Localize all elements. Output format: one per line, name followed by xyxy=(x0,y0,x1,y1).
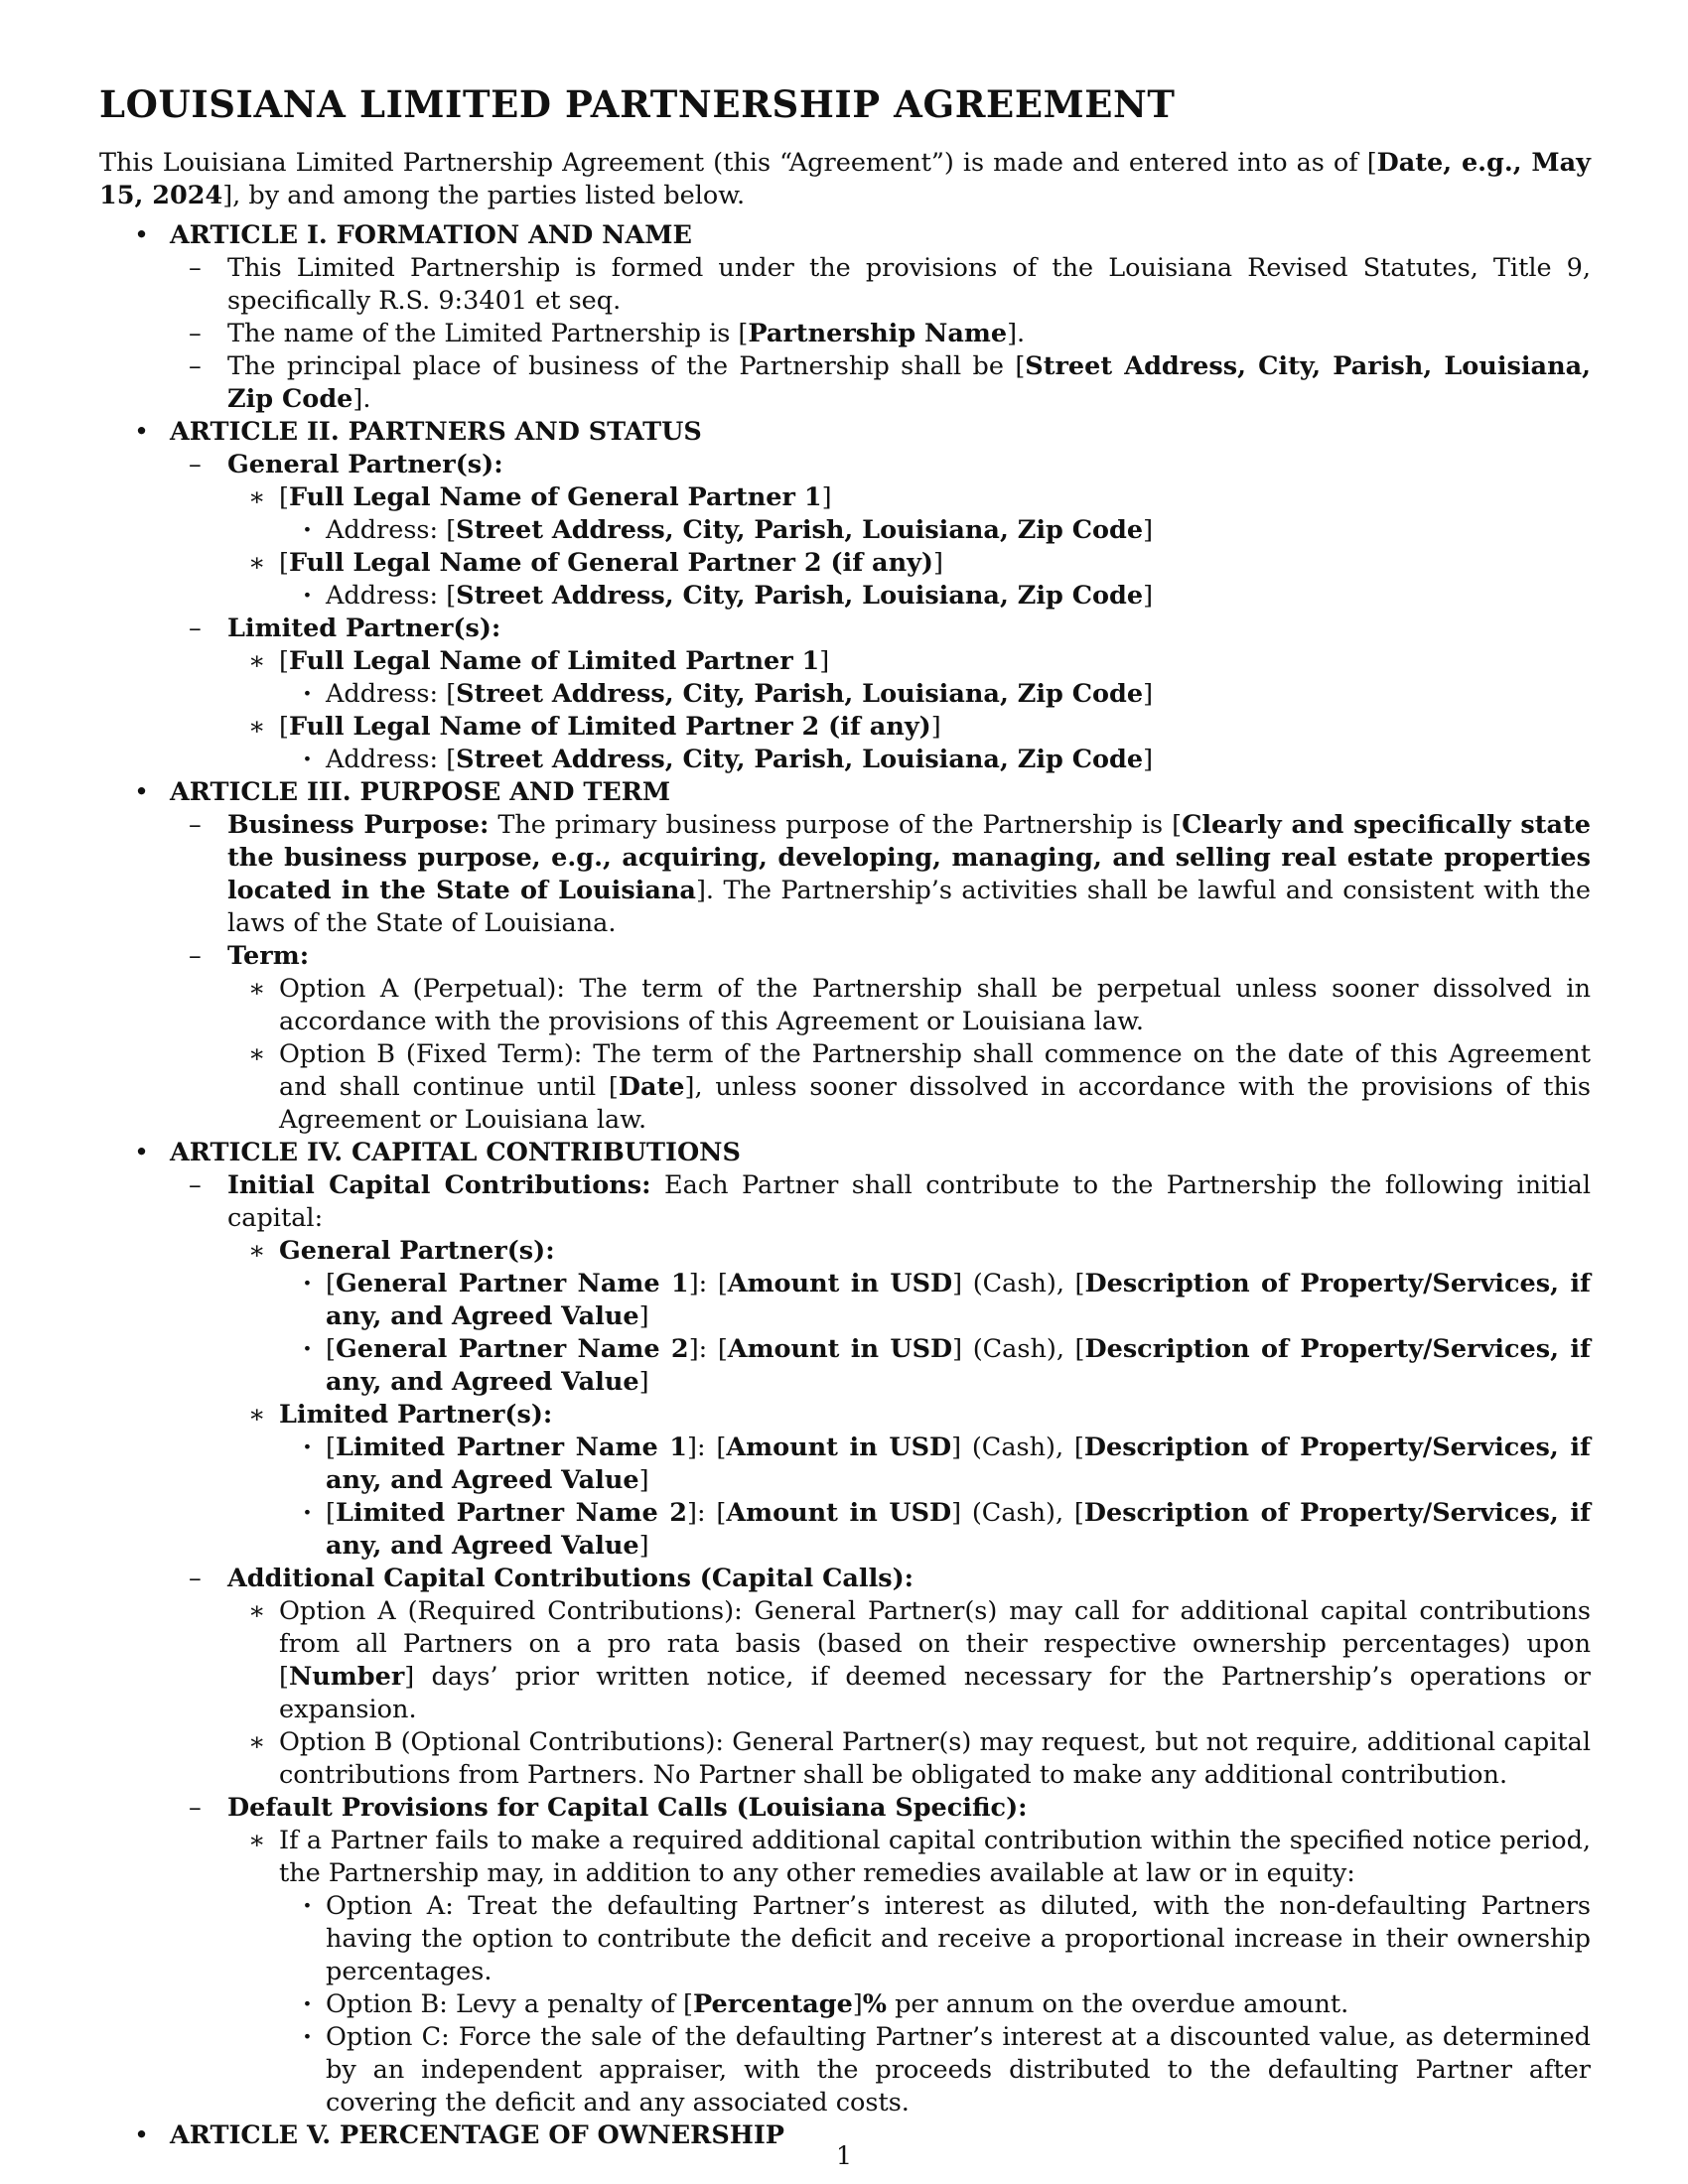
article-4-heading: ARTICLE IV. CAPITAL CONTRIBUTIONS xyxy=(170,1138,741,1167)
partner-address: · Address: [Street Address, City, Parish, Louisiana, Zip Code] xyxy=(279,514,1591,547)
contribution-row: · [General Partner Name 2]: [Amount in USD] (Cash), [Description of Property/Services, if any, and Agreed Value] xyxy=(279,1333,1591,1399)
article-1 xyxy=(99,219,1591,416)
business-purpose: – Business Purpose: The primary business purpose of the Partnership is [Clearly and specifically state the business purpose, e.g., acquiring, developing, managing, and selling real estate properties located in the State of Louisiana]. The Partnership’s activities shall be lawful and consistent with the laws of the State of Louisiana. xyxy=(170,809,1591,940)
article-3-heading: ARTICLE III. PURPOSE AND TERM xyxy=(170,777,671,807)
list-item: ∗ [Full Legal Name of Limited Partner 2 (if any)] · Address: [Street Address, City, Parish, Louisiana, Zip Code] xyxy=(227,711,1591,776)
list-item: · Option C: Force the sale of the defaulting Partner’s interest at a discounted value, as determined by an independent appraiser, with the proceeds distributed to the defaulting Partner after covering the deficit and any associated costs. xyxy=(279,2021,1591,2119)
list-item: – This Limited Partnership is formed under the provisions of the Louisiana Revised Statutes, Title 9, specifically R.S. 9:3401 et seq. xyxy=(170,252,1591,318)
default-provisions: – Default Provisions for Capital Calls (Louisiana Specific): ∗ If a Partner fails to make a required additional capital contribution within the specified notice period, the Partnership may, in addition to any other remedies available at law or in equity: · Option A: Treat the defaulting Partner’s interest as diluted, with the non-defaulting Partners having the option to contribute the deficit and receive a proportional increase in their ownership percentages. · Option B: Levy a penalty of [Percentage]% per annum on the overdue amount. · Option C: Force the sale of the defaulting Partner’s interest at a discounted value, as determined by an independent appraiser, with the proceeds distributed to the defaulting Partner after covering the deficit and any associated costs. xyxy=(170,1792,1591,2119)
page-number: 1 xyxy=(835,2141,853,2171)
list-item: – The principal place of business of the Partnership shall be [Street Address, City, Parish, Louisiana, Zip Code]. xyxy=(170,350,1591,416)
article-2 xyxy=(99,416,1591,776)
list-item: ∗ [Full Legal Name of General Partner 1] · Address: [Street Address, City, Parish, Louisiana, Zip Code] xyxy=(227,481,1591,547)
partner-address: · Address: [Street Address, City, Parish, Louisiana, Zip Code] xyxy=(279,580,1591,613)
list-item: ∗ Limited Partner(s): · [Limited Partner Name 1]: [Amount in USD] (Cash), [Description of Property/Services, if any, and Agreed Value] · [Limited Partner Name 2]: [Amount in USD] (Cash), [Description of Property/Services, if any, and Agreed Value] xyxy=(227,1399,1591,1563)
list-item: ∗ Option A (Required Contributions): General Partner(s) may call for additional capital contributions from all Partners on a pro rata basis (based on their respective ownership percentages) upon [Number] days’ prior written notice, if deemed necessary for the Partnership’s operations or expansion. xyxy=(227,1595,1591,1726)
contribution-row: · [General Partner Name 1]: [Amount in USD] (Cash), [Description of Property/Services, if any, and Agreed Value] xyxy=(279,1268,1591,1333)
article-4 xyxy=(99,1137,1591,2119)
additional-capital-contributions: – Additional Capital Contributions (Capital Calls): ∗ Option A (Required Contributions): General Partner(s) may call for additional capital contributions from all Partners on a pro rata basis (based on their respective ownership percentages) upon [Number] days’ prior written notice, if deemed necessary for the Partnership’s operations or expansion. ∗ Option B (Optional Contributions): General Partner(s) may request, but not require, additional capital contributions from Partners. No Partner shall be obligated to make any additional contribution. xyxy=(170,1563,1591,1792)
list-item: ∗ General Partner(s): · [General Partner Name 1]: [Amount in USD] (Cash), [Description of Property/Services, if any, and Agreed Value] · [General Partner Name 2]: [Amount in USD] (Cash), [Description of Property/Services, if any, and Agreed Value] xyxy=(227,1235,1591,1399)
initial-capital-contributions: – Initial Capital Contributions: Each Partner shall contribute to the Partnership the following initial capital: ∗ General Partner(s): · [General Partner Name 1]: [Amount in USD] (Cash), [Description of Property/Services, if any, and Agreed Value] · [General Partner Name 2]: [Amount in USD] (Cash), [Description of Property/Services, if any, and Agreed Value] ∗ Limited Partner(s): · [Limited Partner Name 1]: [Amount in USD] (Cash), [Description of Property/Services, if any, and Agreed Value] · [Limited Partner Name 2]: [Amount in USD] (Cash), [Description of Property/Services, if any, and Agreed Value] xyxy=(170,1169,1591,1563)
articles-list xyxy=(99,219,1591,2152)
list-item: · Option B: Levy a penalty of [Percentage]% per annum on the overdue amount. xyxy=(279,1988,1591,2021)
list-item: ∗ Option A (Perpetual): The term of the Partnership shall be perpetual unless sooner dissolved in accordance with the provisions of this Agreement or Louisiana law. xyxy=(227,973,1591,1038)
term: – Term: ∗ Option A (Perpetual): The term of the Partnership shall be perpetual unless sooner dissolved in accordance with the provisions of this Agreement or Louisiana law. ∗ Option B (Fixed Term): The term of the Partnership shall commence on the date of this Agreement and shall continue until [Date], unless sooner dissolved in accordance with the provisions of this Agreement or Louisiana law. xyxy=(170,940,1591,1137)
list-item: ∗ Option B (Fixed Term): The term of the Partnership shall commence on the date of this Agreement and shall continue until [Date], unless sooner dissolved in accordance with the provisions of this Agreement or Louisiana law. xyxy=(227,1038,1591,1137)
article-3 xyxy=(99,776,1591,1137)
list-item: ∗ [Full Legal Name of General Partner 2 (if any)] · Address: [Street Address, City, Parish, Louisiana, Zip Code] xyxy=(227,547,1591,613)
general-partners: – General Partner(s): ∗ [Full Legal Name of General Partner 1] · Address: [Street Address, City, Parish, Louisiana, Zip Code] ∗ [Full Legal Name of General Partner 2 (if any)] · Address: [Street Address, City, Parish, Louisiana, Zip Code] xyxy=(170,449,1591,613)
list-item: – The name of the Limited Partnership is [Partnership Name]. xyxy=(170,318,1591,350)
intro-paragraph: This Louisiana Limited Partnership Agreement (this “Agreement”) is made and entered into as of [Date, e.g., May 15, 2024], by and among the parties listed below. xyxy=(99,148,1591,210)
list-item: ∗ If a Partner fails to make a required additional capital contribution within the specified notice period, the Partnership may, in addition to any other remedies available at law or in equity: · Option A: Treat the defaulting Partner’s interest as diluted, with the non-defaulting Partners having the option to contribute the deficit and receive a proportional increase in their ownership percentages. · Option B: Levy a penalty of [Percentage]% per annum on the overdue amount. · Option C: Force the sale of the defaulting Partner’s interest at a discounted value, as determined by an independent appraiser, with the proceeds distributed to the defaulting Partner after covering the deficit and any associated costs. xyxy=(227,1825,1591,2119)
list-item: ∗ Option B (Optional Contributions): General Partner(s) may request, but not require, additional capital contributions from Partners. No Partner shall be obligated to make any additional contribution. xyxy=(227,1726,1591,1792)
document-page xyxy=(99,81,1591,2152)
partner-address: · Address: [Street Address, City, Parish, Louisiana, Zip Code] xyxy=(279,744,1591,776)
article-5-heading: ARTICLE V. PERCENTAGE OF OWNERSHIP xyxy=(170,2120,784,2150)
list-item: · Option A: Treat the defaulting Partner’s interest as diluted, with the non-defaulting Partners having the option to contribute the deficit and receive a proportional increase in their ownership percentages. xyxy=(279,1890,1591,1988)
partner-address: · Address: [Street Address, City, Parish, Louisiana, Zip Code] xyxy=(279,678,1591,711)
contribution-row: · [Limited Partner Name 2]: [Amount in USD] (Cash), [Description of Property/Services, if any, and Agreed Value] xyxy=(279,1497,1591,1563)
contribution-row: · [Limited Partner Name 1]: [Amount in USD] (Cash), [Description of Property/Services, if any, and Agreed Value] xyxy=(279,1432,1591,1497)
list-item: ∗ [Full Legal Name of Limited Partner 1] · Address: [Street Address, City, Parish, Louisiana, Zip Code] xyxy=(227,645,1591,711)
agreement-date: Date, e.g., May 15, 2024 xyxy=(99,148,1591,210)
limited-partners: – Limited Partner(s): ∗ [Full Legal Name of Limited Partner 1] · Address: [Street Address, City, Parish, Louisiana, Zip Code] ∗ [Full Legal Name of Limited Partner 2 (if any)] · Address: [Street Address, City, Parish, Louisiana, Zip Code] xyxy=(170,613,1591,776)
document-title: LOUISIANA LIMITED PARTNERSHIP AGREEMENT xyxy=(99,82,1176,126)
article-1-heading: ARTICLE I. FORMATION AND NAME xyxy=(170,220,692,250)
article-2-heading: ARTICLE II. PARTNERS AND STATUS xyxy=(170,417,702,447)
